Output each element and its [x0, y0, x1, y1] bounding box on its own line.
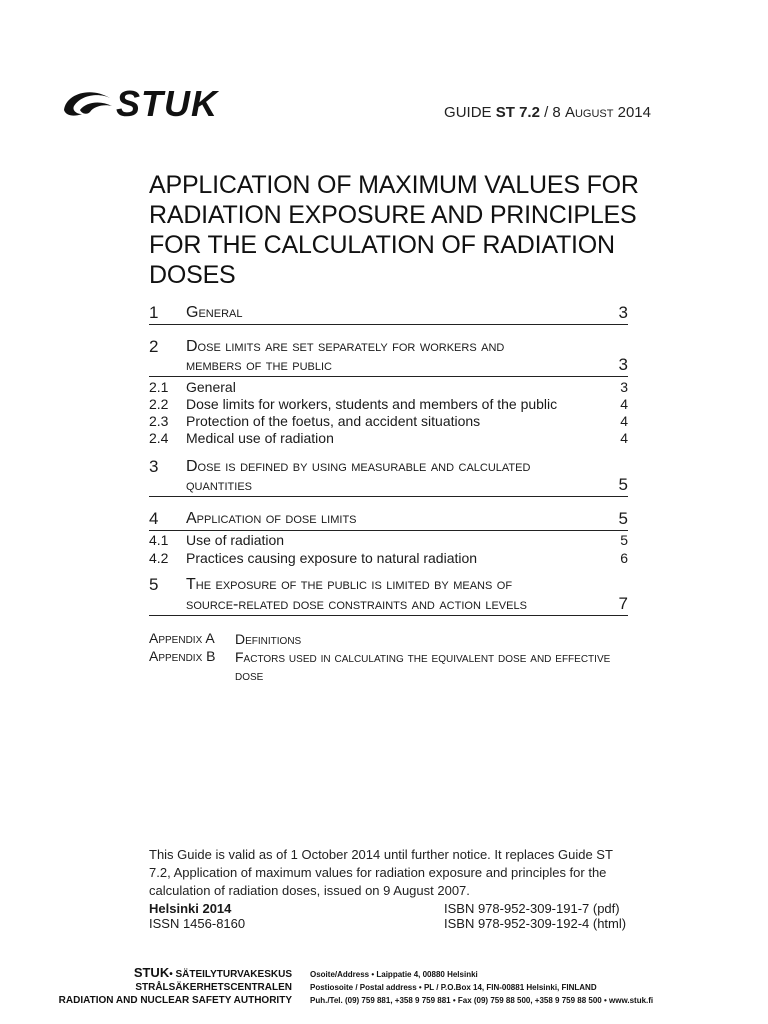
toc-subsection-page: 4	[620, 396, 628, 412]
guide-year: 2014	[613, 104, 651, 121]
issn: ISSN 1456-8160	[149, 916, 246, 931]
logo-text: STUK	[116, 83, 218, 124]
org-short: STUK	[133, 965, 170, 980]
toc-section-title-line-2: source-related dose constraints and action levels	[186, 596, 527, 613]
toc-section-1[interactable]	[149, 303, 628, 325]
guide-month: August	[564, 104, 614, 121]
footer-contact	[310, 968, 653, 1007]
toc-section-page: 3	[618, 355, 628, 374]
toc-appendix-a[interactable]	[149, 630, 628, 648]
toc-section-page: 5	[618, 509, 628, 528]
toc-subsection-number: 2.1	[149, 379, 169, 395]
toc-section-number: 5	[149, 575, 159, 594]
toc-subsection-title: General	[186, 379, 236, 395]
footer-organization	[59, 966, 292, 1007]
toc-subsection-page: 3	[620, 379, 628, 395]
footer-postal: Postiosoite / Postal address • PL / P.O.Box 14, FIN-00881 Helsinki, FINLAND	[310, 983, 597, 992]
toc-section-page: 5	[618, 475, 628, 494]
footer-address: Osoite/Address • Laippatie 4, 00880 Helsinki	[310, 970, 478, 979]
toc-subsection-page: 5	[620, 532, 628, 548]
toc-subsection-number: 2.4	[149, 430, 169, 446]
appendix-title: Factors used in calculating the equivalent dose and effective dose	[235, 649, 611, 683]
toc-subsection-title: Practices causing exposure to natural radiation	[186, 550, 478, 566]
toc-subsection-2-3[interactable]	[149, 413, 628, 430]
validity-notice: This Guide is valid as of 1 October 2014 until further notice. It replaces Guide ST 7.2, Application of maximum values for radiation exposure and principles for the calculation of radiation doses, issued on 9 August 2007.	[149, 847, 613, 898]
toc-section-title-line-1: Dose limits are set separately for workers and	[186, 338, 505, 355]
toc-subsection-4-1[interactable]	[149, 532, 628, 549]
org-en: RADIATION AND NUCLEAR SAFETY AUTHORITY	[58, 995, 292, 1006]
toc-subsection-4-2[interactable]	[149, 550, 628, 567]
toc-section-page: 3	[618, 303, 628, 322]
toc-section-title-line-2: members of the public	[186, 357, 332, 374]
toc-section-page: 7	[618, 594, 628, 613]
toc-section-title: Application of dose limits	[186, 510, 357, 527]
guide-reference	[444, 104, 651, 121]
toc-subsection-2-2[interactable]	[149, 396, 628, 413]
guide-prefix: GUIDE	[444, 104, 496, 121]
toc-subsection-2-4[interactable]	[149, 430, 628, 447]
toc-section-title-line-1: Dose is defined by using measurable and calculated	[186, 458, 531, 475]
toc-divider	[149, 496, 628, 497]
toc-subsection-page: 6	[620, 550, 628, 566]
toc-subsection-title: Dose limits for workers, students and members of the public	[186, 396, 558, 412]
org-sv: STRÅLSÄKERHETSCENTRALEN	[135, 982, 292, 993]
toc-section-number: 2	[149, 337, 159, 356]
toc-section-title: General	[186, 304, 243, 321]
toc-subsection-number: 4.2	[149, 550, 169, 566]
toc-divider	[149, 530, 628, 531]
toc-subsection-2-1[interactable]	[149, 379, 628, 396]
toc-section-3[interactable]	[149, 457, 628, 497]
toc-subsection-page: 4	[620, 430, 628, 446]
toc-section-number: 4	[149, 509, 159, 528]
toc-divider	[149, 376, 628, 377]
toc-section-title-line-2: quantities	[186, 477, 253, 494]
toc-subsection-number: 2.3	[149, 413, 169, 429]
toc-section-title-line-1: The exposure of the public is limited by means of	[186, 576, 513, 593]
toc-section-4[interactable]	[149, 509, 628, 531]
toc-section-number: 1	[149, 303, 159, 322]
toc-section-2[interactable]	[149, 337, 628, 377]
appendix-label: Appendix B	[149, 648, 216, 664]
toc-divider	[149, 324, 628, 325]
stuk-logo	[60, 83, 218, 124]
toc-section-5[interactable]	[149, 575, 628, 616]
guide-id: ST 7.2	[495, 104, 540, 121]
toc-appendix-b[interactable]	[149, 648, 628, 684]
toc-subsection-title: Use of radiation	[186, 532, 285, 548]
toc-subsection-title: Protection of the foetus, and accident situations	[186, 413, 481, 429]
guide-sep: / 8	[539, 104, 565, 121]
org-name-fi-line	[59, 966, 292, 981]
org-fi: • SÄTEILYTURVAKESKUS	[169, 969, 292, 980]
toc-subsection-number: 4.1	[149, 532, 169, 548]
isbn-pdf: ISBN 978-952-309-191-7 (pdf)	[444, 901, 620, 916]
toc-subsection-number: 2.2	[149, 396, 169, 412]
footer-phone: Puh./Tel. (09) 759 881, +358 9 759 881 • Fax (09) 759 88 500, +358 9 759 88 500 • www.stuk.fi	[310, 996, 654, 1005]
page-title: APPLICATION OF MAXIMUM VALUES FOR RADIATION EXPOSURE AND PRINCIPLES FOR THE CALCULATION OF RADIATION DOSES	[149, 171, 639, 289]
toc-subsection-title: Medical use of radiation	[186, 430, 334, 446]
toc-divider	[149, 615, 628, 616]
stuk-swirl-icon	[60, 84, 114, 124]
appendix-title: Definitions	[235, 631, 302, 647]
isbn-html: ISBN 978-952-309-192-4 (html)	[444, 916, 627, 931]
appendix-label: Appendix A	[149, 630, 215, 646]
toc-subsection-page: 4	[620, 413, 628, 429]
toc-section-number: 3	[149, 457, 159, 476]
publication-place: Helsinki 2014	[149, 901, 232, 916]
